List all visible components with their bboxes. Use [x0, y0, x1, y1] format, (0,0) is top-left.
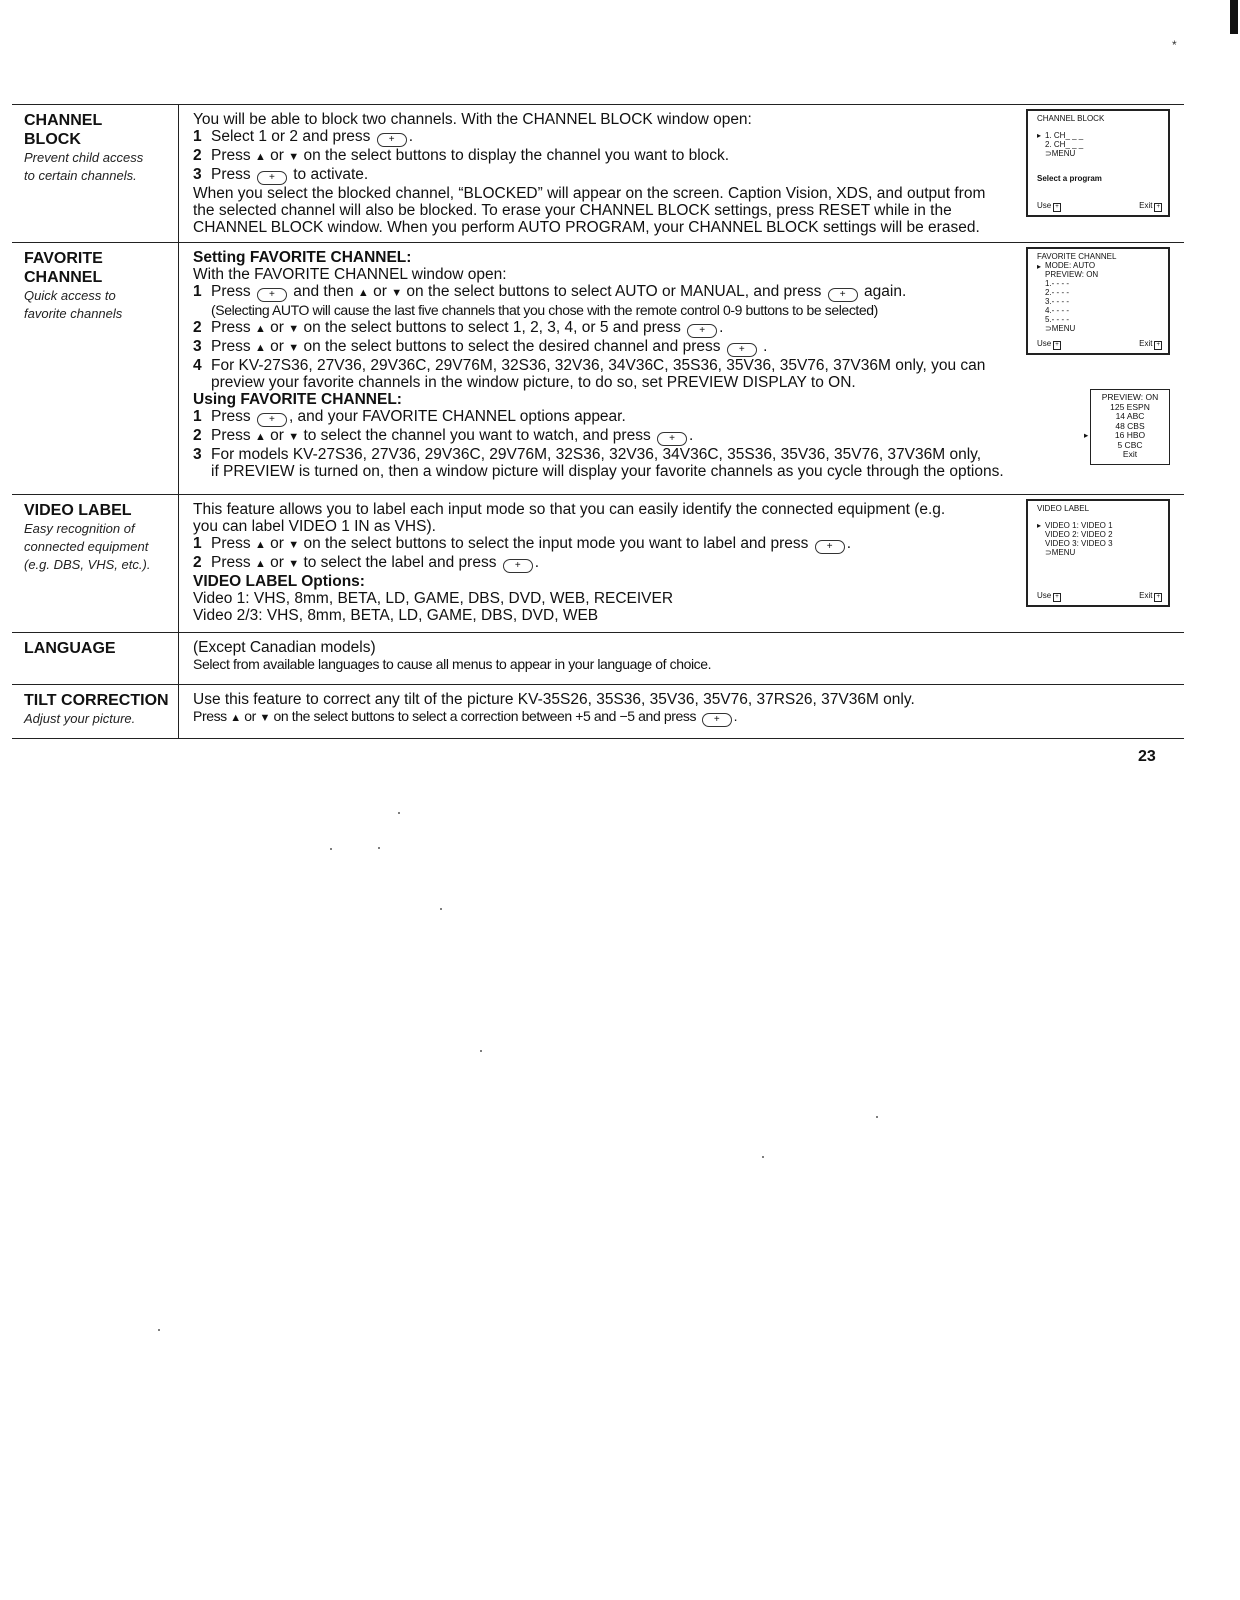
step: 1 Press ▲ or ▼ on the select buttons to select the input mode you want to label and press + . — [193, 535, 852, 552]
select-button-icon: + — [503, 559, 533, 573]
row-tilt-correction — [12, 685, 1184, 739]
feature-title: CHANNEL — [24, 269, 103, 286]
section-heading: Setting FAVORITE CHANNEL: — [193, 249, 412, 266]
scan-speck — [440, 908, 442, 910]
step-text: or — [270, 427, 284, 444]
intro-text: This feature allows you to label each input mode so that you can easily identify the connected equipment (e.g. — [193, 501, 946, 518]
desc-cell-language — [179, 633, 1185, 685]
scan-speck — [762, 1156, 764, 1158]
feature-subtitle: Quick access to — [24, 288, 116, 303]
osd-footer — [1037, 201, 1162, 212]
step-number: 2 — [193, 319, 202, 336]
up-arrow-icon: ▲ — [254, 558, 266, 570]
down-arrow-icon: ▼ — [288, 323, 300, 335]
step-text: Press — [211, 338, 251, 355]
down-arrow-icon: ▼ — [288, 151, 300, 163]
step: 2 Press ▲ or ▼ to select the channel you want to watch, and press + . — [193, 427, 694, 444]
up-arrow-icon: ▲ — [357, 287, 369, 299]
scan-speck — [158, 1329, 160, 1331]
joystick-icon: + — [1055, 204, 1059, 210]
osd-item: 2. CH_ _ _ — [1045, 140, 1084, 149]
step-text: Press — [211, 319, 251, 336]
step-text: or — [373, 283, 387, 300]
up-arrow-icon: ▲ — [254, 342, 266, 354]
osd-title: FAVORITE CHANNEL — [1037, 252, 1117, 261]
preview-item: 14 ABC — [1115, 411, 1145, 421]
menu-key-icon: + — [1156, 204, 1160, 210]
feature-subtitle: (e.g. DBS, VHS, etc.). — [24, 557, 151, 572]
osd-item: VIDEO 3: VIDEO 3 — [1045, 539, 1113, 548]
step-text: Press — [211, 554, 251, 571]
preview-channel-list — [1084, 389, 1170, 465]
feature-title: BLOCK — [24, 131, 81, 148]
step — [193, 408, 1176, 427]
feature-subtitle: Prevent child access — [24, 150, 144, 165]
scan-speck — [378, 847, 380, 849]
step-text: if PREVIEW is turned on, then a window picture will display your favorite channels as you cycle through the options. — [211, 463, 1004, 480]
select-button-icon: + — [828, 288, 858, 302]
down-arrow-icon: ▼ — [288, 558, 300, 570]
step-number: 2 — [193, 427, 202, 444]
step-number: 1 — [193, 408, 202, 425]
step-text: Press — [211, 427, 251, 444]
pointer-icon: ▸ — [1037, 521, 1042, 530]
step-text: on the select buttons to display the channel you want to block. — [303, 147, 730, 164]
up-arrow-icon: ▲ — [254, 539, 266, 551]
label-cell-language — [12, 633, 179, 685]
osd-use-label: Use — [1037, 339, 1052, 348]
preview-item: 48 CBS — [1115, 420, 1145, 431]
label-cell-channel-block — [12, 105, 179, 243]
step-number: 1 — [193, 535, 202, 552]
osd-item: 3.- - - - — [1045, 297, 1069, 306]
osd-item: 2.- - - - — [1045, 288, 1069, 297]
osd-item: VIDEO 1: VIDEO 1 — [1045, 521, 1113, 530]
preview-item: 5 CBC — [1117, 439, 1143, 450]
option-line: Video 2/3: VHS, 8mm, BETA, LD, GAME, DBS, DVD, WEB — [193, 607, 599, 624]
menu-key-icon: + — [1156, 342, 1160, 348]
step-number: 2 — [193, 554, 202, 571]
step-note: (Selecting AUTO will cause the last five channels that you chose with the remote control 0-9 buttons to be selected) — [211, 302, 878, 318]
osd-item: 1.- - - - — [1045, 279, 1069, 288]
step-text: or — [270, 147, 284, 164]
step-text: or — [270, 554, 284, 571]
section-heading: VIDEO LABEL Options: — [193, 573, 365, 590]
select-button-icon: + — [377, 133, 407, 147]
osd-item: VIDEO 2: VIDEO 2 — [1045, 530, 1113, 539]
step-text: or — [270, 319, 284, 336]
up-arrow-icon: ▲ — [230, 712, 241, 724]
intro-text: With the FAVORITE CHANNEL window open: — [193, 266, 507, 283]
step-text: preview your favorite channels in the window picture, to do so, set PREVIEW DISPLAY to ON. — [211, 374, 856, 391]
down-arrow-icon: ▼ — [288, 431, 300, 443]
intro-text: You will be able to block two channels. With the CHANNEL BLOCK window open: — [193, 111, 752, 128]
step: 2 Press ▲ or ▼ to select the label and press + . — [193, 554, 540, 571]
step-text: . — [408, 128, 414, 145]
body-text: Select from available languages to cause all menus to appear in your language of choice. — [193, 656, 712, 672]
feature-title: LANGUAGE — [24, 640, 116, 657]
osd-exit-label: Exit — [1139, 201, 1153, 210]
menu-key-icon: + — [1156, 594, 1160, 600]
feature-title: TILT CORRECTION — [24, 692, 169, 709]
select-button-icon: + — [702, 713, 732, 727]
osd-prompt: Select a program — [1037, 174, 1102, 183]
osd-footer — [1037, 339, 1162, 350]
osd-exit-label: Exit — [1139, 591, 1153, 600]
osd-title: CHANNEL BLOCK — [1037, 114, 1105, 123]
label-cell-video-label — [12, 495, 179, 633]
step: 2 Press ▲ or ▼ on the select buttons to select 1, 2, 3, 4, or 5 and press + . — [193, 319, 724, 336]
scan-speck — [876, 1116, 878, 1118]
joystick-icon: + — [1055, 594, 1059, 600]
step-text: and then — [293, 283, 354, 300]
up-arrow-icon: ▲ — [254, 323, 266, 335]
step-number: 1 — [193, 128, 202, 145]
step: 3 Press ▲ or ▼ on the select buttons to select the desired channel and press + . — [193, 338, 768, 355]
scan-speck — [330, 848, 332, 850]
step-text: to select the channel you want to watch, and press — [303, 427, 651, 444]
step-text: on the select buttons to select the input mode you want to label and press — [303, 535, 809, 552]
step-text: again. — [864, 283, 907, 300]
step-number: 3 — [193, 166, 202, 183]
step-text: Select 1 or 2 and press — [211, 128, 371, 145]
step-text: to activate. — [293, 166, 369, 183]
down-arrow-icon: ▼ — [288, 342, 300, 354]
row-video-label — [12, 495, 1184, 633]
preview-item-selected: ▸ 16 HBO — [1084, 430, 1146, 440]
osd-favorite-channel — [1026, 247, 1170, 355]
desc-cell-tilt-correction — [179, 685, 1185, 739]
pointer-icon: ▸ — [1084, 430, 1089, 440]
osd-channel-block — [1026, 109, 1170, 217]
select-button-icon: + — [257, 171, 287, 185]
osd-item: 5.- - - - — [1045, 315, 1069, 324]
feature-subtitle: Easy recognition of — [24, 521, 135, 536]
corner-mark: * — [1172, 38, 1177, 52]
label-cell-favorite-channel — [12, 243, 179, 495]
row-language — [12, 633, 1184, 685]
desc-cell-favorite-channel — [179, 243, 1185, 495]
step-text: Press — [211, 147, 251, 164]
select-button-icon: + — [657, 432, 687, 446]
scan-speck — [398, 812, 400, 814]
select-button-icon: + — [727, 343, 757, 357]
step-number: 2 — [193, 147, 202, 164]
body-text: (Except Canadian models) — [193, 639, 376, 656]
osd-exit-label: Exit — [1139, 339, 1153, 348]
option-line: Video 1: VHS, 8mm, BETA, LD, GAME, DBS, DVD, WEB, RECEIVER — [193, 590, 674, 607]
joystick-icon: + — [1055, 342, 1059, 348]
row-favorite-channel — [12, 243, 1184, 495]
osd-item: ⊃MENU — [1045, 324, 1076, 333]
feature-subtitle: favorite channels — [24, 306, 123, 321]
step-text: on the select buttons to select the desired channel and press — [303, 338, 721, 355]
desc-cell-video-label — [179, 495, 1185, 633]
step-text: on the select buttons to select 1, 2, 3, 4, or 5 and press — [303, 319, 681, 336]
scan-speck — [480, 1050, 482, 1052]
pointer-icon: ▸ — [1037, 262, 1042, 271]
body-text: Press ▲ or ▼ on the select buttons to select a correction between +5 and −5 and press + . — [193, 708, 738, 725]
down-arrow-icon: ▼ — [259, 712, 270, 724]
osd-item: PREVIEW: ON — [1045, 270, 1099, 279]
osd-item: ⊃MENU — [1045, 548, 1076, 557]
page-edge-mark — [1230, 0, 1238, 34]
up-arrow-icon: ▲ — [254, 431, 266, 443]
select-button-icon: + — [257, 288, 287, 302]
osd-item: 1. CH_ _ _ — [1045, 131, 1084, 140]
preview-item: 125 ESPN — [1110, 401, 1150, 412]
down-arrow-icon: ▼ — [288, 539, 300, 551]
feature-table — [12, 104, 1184, 739]
label-cell-tilt-correction — [12, 685, 179, 739]
page-number: 23 — [1138, 748, 1156, 765]
step-text: Press — [211, 166, 251, 183]
feature-subtitle: Adjust your picture. — [24, 711, 136, 726]
intro-text: you can label VIDEO 1 IN as VHS). — [193, 518, 436, 535]
step-text: Press — [211, 535, 251, 552]
feature-title: CHANNEL — [24, 112, 103, 129]
osd-video-label — [1026, 499, 1170, 607]
osd-item: 4.- - - - — [1045, 306, 1069, 315]
step-text: For KV-27S36, 27V36, 29V36C, 29V76M, 32S36, 32V36, 34V36C, 35S36, 35V36, 35V76, 37V36M only, you can — [211, 357, 986, 374]
step-number: 3 — [193, 446, 202, 463]
step — [193, 446, 1176, 463]
step-text: Press — [211, 283, 251, 300]
pointer-icon: ▸ — [1037, 131, 1042, 140]
osd-title: VIDEO LABEL — [1037, 504, 1090, 513]
note-text: When you select the blocked channel, “BLOCKED” will appear on the screen. Caption Vision, XDS, and output from the selected channel will also be blocked. To erase your CHANNEL BLOCK settings, press RESET while in the CHANNEL BLOCK window. When you perform AUTO PROGRAM, your CHANNEL BLOCK settings will be erased. — [193, 185, 986, 236]
feature-subtitle: to certain channels. — [24, 168, 137, 183]
osd-use-label: Use — [1037, 591, 1052, 600]
row-channel-block — [12, 105, 1184, 243]
up-arrow-icon: ▲ — [254, 151, 266, 163]
osd-item: MODE: AUTO — [1045, 261, 1096, 270]
body-text: Use this feature to correct any tilt of the picture KV-35S26, 35S36, 35V36, 35V76, 37RS26, 37V36M only. — [193, 691, 915, 708]
step-text: , and your FAVORITE CHANNEL options appear. — [288, 408, 626, 425]
feature-title: VIDEO LABEL — [24, 502, 132, 519]
select-button-icon: + — [815, 540, 845, 554]
step-number: 1 — [193, 283, 202, 300]
down-arrow-icon: ▼ — [391, 287, 403, 299]
step-number: 4 — [193, 357, 202, 374]
osd-footer — [1037, 591, 1162, 602]
step-text: Press — [211, 408, 251, 425]
desc-cell-channel-block — [179, 105, 1185, 243]
step-text: For models KV-27S36, 27V36, 29V36C, 29V76M, 32S36, 32V36, 34V36C, 35S36, 35V36, 35V76, 37V36M only, — [211, 446, 982, 463]
preview-item: Exit — [1122, 449, 1138, 459]
osd-item: ⊃MENU — [1045, 149, 1076, 158]
select-button-icon: + — [257, 413, 287, 427]
select-button-icon: + — [687, 324, 717, 338]
step-text: on the select buttons to select AUTO or MANUAL, and press — [406, 283, 822, 300]
osd-use-label: Use — [1037, 201, 1052, 210]
feature-title: FAVORITE — [24, 250, 103, 267]
step-text: to select the label and press — [303, 554, 497, 571]
section-heading: Using FAVORITE CHANNEL: — [193, 391, 402, 408]
step-text: or — [270, 535, 284, 552]
step-text: or — [270, 338, 284, 355]
step — [193, 357, 1176, 374]
step-number: 3 — [193, 338, 202, 355]
feature-subtitle: connected equipment — [24, 539, 149, 554]
preview-item: PREVIEW: ON — [1101, 392, 1159, 402]
